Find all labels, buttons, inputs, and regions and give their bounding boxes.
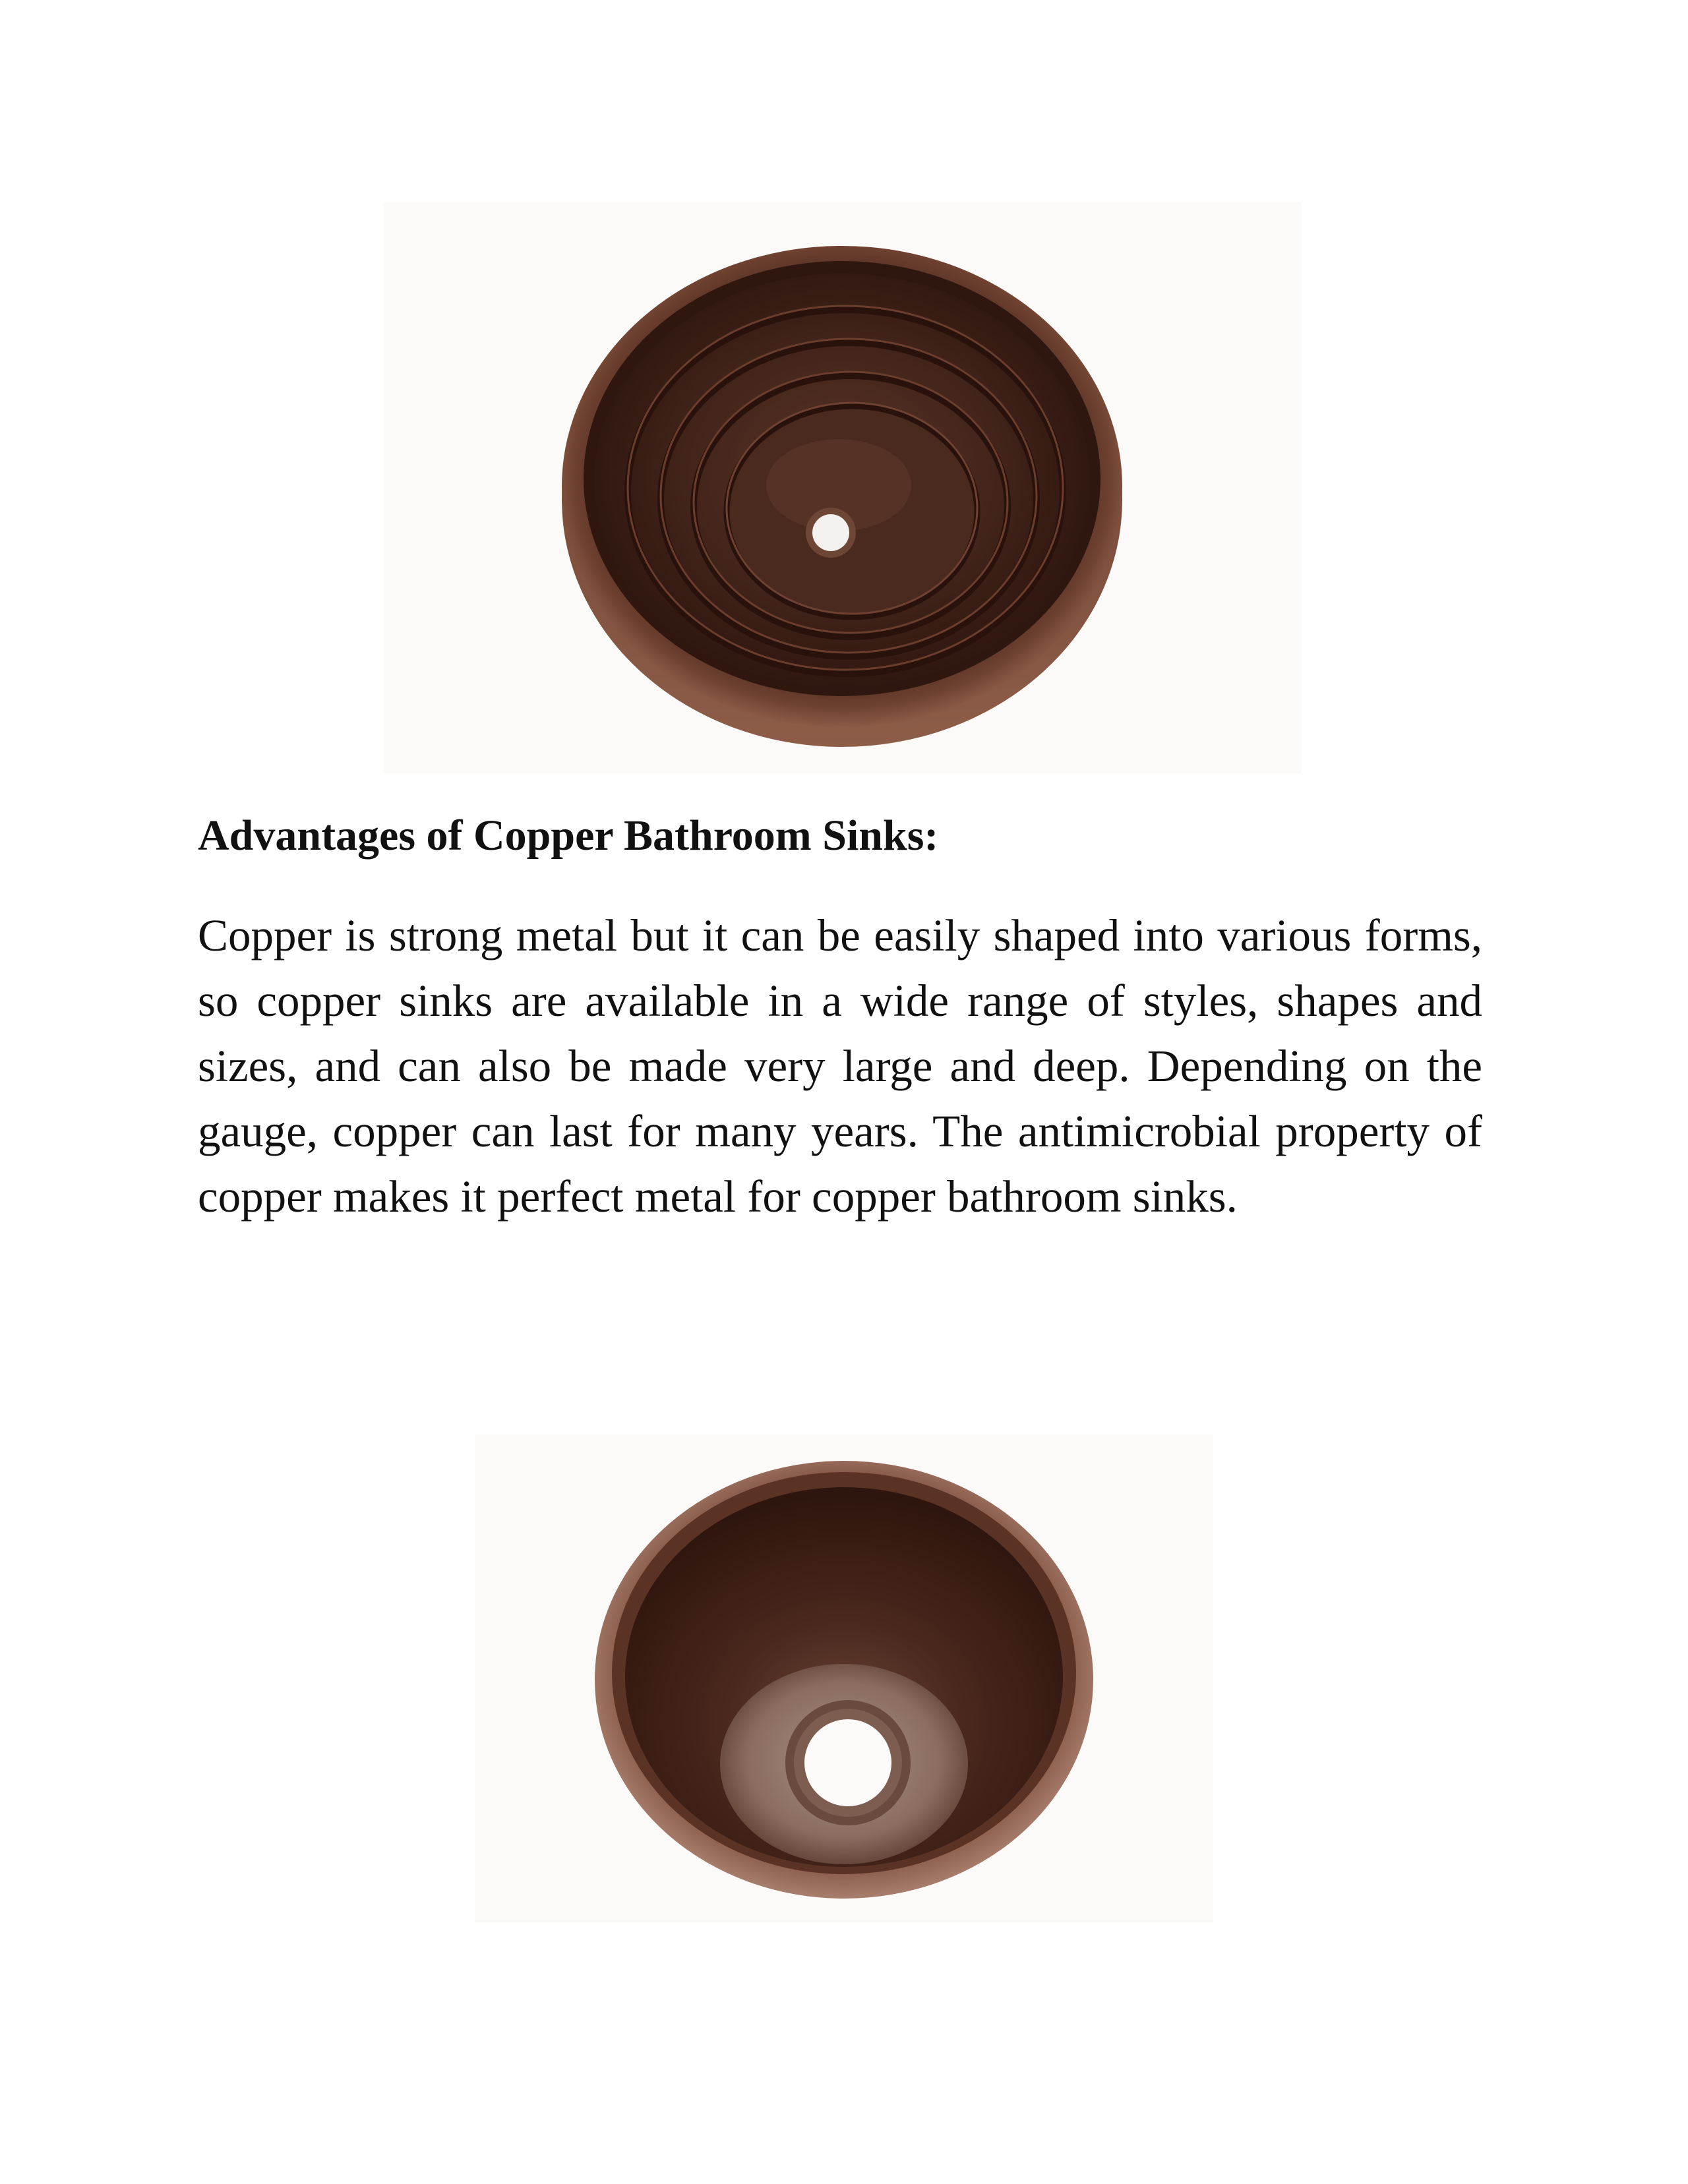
section-heading: Advantages of Copper Bathroom Sinks: bbox=[198, 812, 939, 860]
body-paragraph: Copper is strong metal but it can be easily shaped into various forms, so copper sinks are available in a wide range of styles, shapes and sizes, and can also be made very large and deep. Depending on the gauge, copper can last for many years. The antimicrobial property of copper makes it perfect metal for copper bathroom sinks. bbox=[198, 910, 1482, 1222]
deep-round-copper-sink-photo bbox=[475, 1434, 1213, 1922]
round-stepped-copper-sink-photo bbox=[384, 202, 1302, 774]
